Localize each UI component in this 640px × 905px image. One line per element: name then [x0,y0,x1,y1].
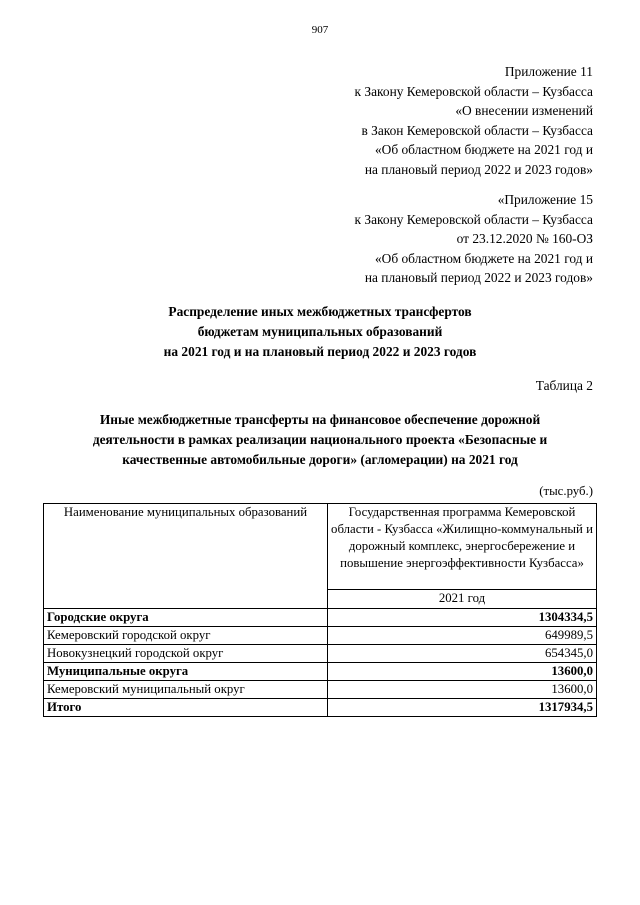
row-name: Кемеровский муниципальный округ [44,681,328,699]
table-row [44,663,597,681]
title-line: качественные автомобильные дороги» (агломерации) на 2021 год [122,452,518,467]
appendix-line: в Закон Кемеровской области – Кузбасса [361,122,593,138]
unit-label: (тыс.руб.) [539,484,593,498]
transfers-table [43,503,597,717]
row-name: Муниципальные округа [44,663,328,681]
row-name: Новокузнецкий городской округ [44,645,328,663]
page-number: 907 [311,24,329,36]
header-municipality: Наименование муниципальных образований [44,504,328,609]
table-label: Таблица 2 [535,378,593,393]
original-appendix-reference [355,190,593,288]
table-row-total [44,699,597,717]
appendix-reference [355,62,593,180]
table-row [44,609,597,627]
row-value: 13600,0 [328,663,597,681]
appendix-line: от 23.12.2020 № 160-ОЗ [456,231,593,247]
table-title [40,410,600,470]
appendix-line: к Закону Кемеровской области – Кузбасса [354,83,593,99]
header-program: Государственная программа Кемеровской области - Кузбасса «Жилищно-коммунальный и дорожный комплекс, энергосбережение и повышение энергоэффективности Кузбасса» [328,504,597,590]
row-value: 649989,5 [328,627,597,645]
header-year: 2021 год [328,590,597,609]
row-value: 13600,0 [328,681,597,699]
table-row [44,645,597,663]
row-value: 1317934,5 [328,699,597,717]
row-value: 654345,0 [328,645,597,663]
table-row [44,627,597,645]
row-name: Кемеровский городской округ [44,627,328,645]
appendix-line: «Об областном бюджете на 2021 год и [374,142,593,158]
title-line: бюджетам муниципальных образований [197,324,443,339]
appendix-line: «Об областном бюджете на 2021 год и [374,250,593,266]
title-line: деятельности в рамках реализации национального проекта «Безопасные и [92,432,548,447]
document-title [40,302,600,362]
title-line: Иные межбюджетные трансферты на финансовое обеспечение дорожной [99,412,541,427]
table-header-row [44,504,597,590]
appendix-line: «Приложение 15 [497,192,593,207]
row-name: Итого [44,699,328,717]
table-row [44,681,597,699]
appendix-line: «О внесении изменений [455,103,593,119]
row-value: 1304334,5 [328,609,597,627]
appendix-line: на плановый период 2022 и 2023 годов» [364,161,593,177]
title-line: Распределение иных межбюджетных трансфертов [168,304,472,319]
appendix-line: Приложение 11 [504,64,593,79]
appendix-line: на плановый период 2022 и 2023 годов» [364,270,593,286]
appendix-line: к Закону Кемеровской области – Кузбасса [354,211,593,227]
title-line: на 2021 год и на плановый период 2022 и 2023 годов [163,344,477,359]
row-name: Городские округа [44,609,328,627]
